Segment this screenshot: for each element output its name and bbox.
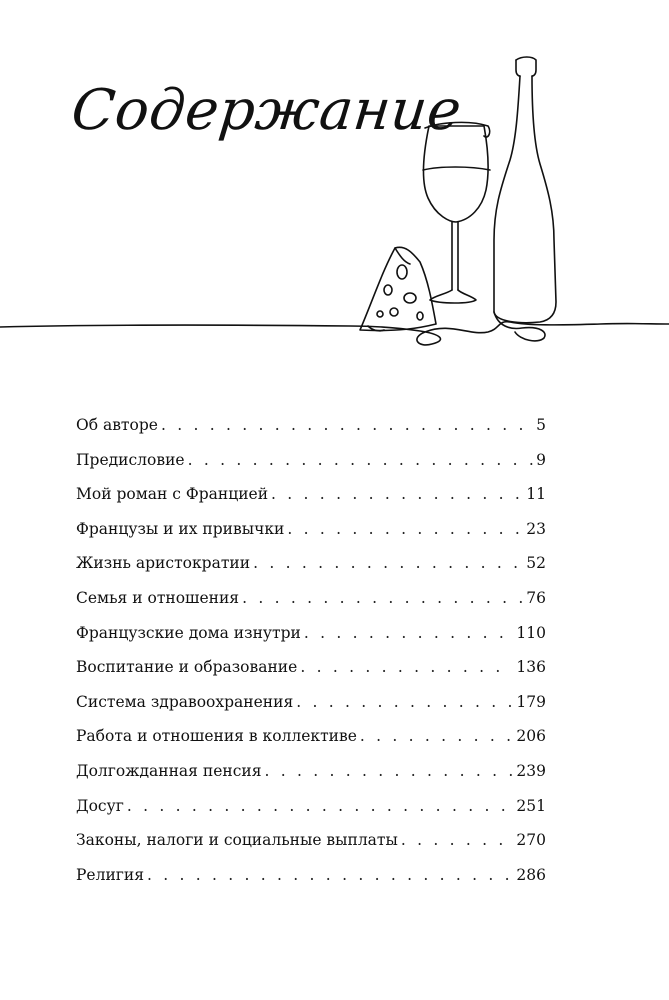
toc-entry-title: Система здравоохранения bbox=[76, 692, 294, 711]
toc-entry-page-number: 23 bbox=[526, 519, 546, 538]
toc-dot-leader bbox=[300, 650, 513, 685]
baseline-line bbox=[0, 322, 669, 345]
toc-entry[interactable] bbox=[76, 616, 546, 651]
toc-dot-leader bbox=[360, 719, 514, 754]
toc-entry-title: Воспитание и образование bbox=[76, 658, 298, 677]
toc-dot-leader bbox=[265, 754, 514, 789]
toc-entry-page-number: 179 bbox=[516, 692, 546, 711]
wine-cheese-illustration bbox=[0, 40, 669, 360]
toc-entry[interactable] bbox=[76, 546, 546, 581]
toc-entry-title: Об авторе bbox=[76, 416, 158, 434]
toc-entry-title: Мой роман с Францией bbox=[76, 485, 269, 504]
toc-dot-leader bbox=[304, 616, 514, 651]
toc-entry-page-number: 286 bbox=[516, 865, 546, 884]
toc-entry[interactable] bbox=[76, 581, 546, 616]
toc-entry-page-number: 136 bbox=[516, 658, 546, 677]
table-of-contents bbox=[76, 408, 546, 892]
toc-entry[interactable] bbox=[76, 858, 546, 893]
toc-entry[interactable] bbox=[76, 754, 546, 789]
toc-dot-leader bbox=[188, 443, 534, 478]
toc-entry-page-number: 76 bbox=[526, 588, 546, 607]
toc-entry-title: Законы, налоги и социальные выплаты bbox=[76, 831, 398, 850]
toc-entry-page-number: 11 bbox=[526, 485, 546, 504]
toc-entry-title: Досуг bbox=[76, 796, 124, 815]
toc-entry-page-number: 5 bbox=[536, 416, 546, 434]
toc-dot-leader bbox=[253, 546, 523, 581]
toc-dot-leader bbox=[242, 581, 523, 616]
toc-dot-leader bbox=[161, 408, 533, 443]
toc-entry-title: Долгожданная пенсия bbox=[76, 761, 262, 780]
toc-entry-title: Жизнь аристократии bbox=[76, 554, 251, 573]
toc-entry[interactable] bbox=[76, 823, 546, 858]
toc-entry-page-number: 9 bbox=[536, 450, 546, 469]
toc-entry-page-number: 206 bbox=[516, 727, 546, 746]
toc-dot-leader bbox=[127, 789, 514, 824]
toc-dot-leader bbox=[147, 858, 513, 893]
wine-bottle-icon bbox=[494, 57, 556, 341]
toc-entry-title: Предисловие bbox=[76, 450, 185, 469]
toc-entry-page-number: 251 bbox=[516, 796, 546, 815]
toc-dot-leader bbox=[401, 823, 514, 858]
toc-dot-leader bbox=[296, 685, 513, 720]
toc-entry-title: Семья и отношения bbox=[76, 588, 240, 607]
toc-entry[interactable] bbox=[76, 408, 546, 443]
toc-entry-page-number: 110 bbox=[516, 623, 546, 642]
toc-entry[interactable] bbox=[76, 685, 546, 720]
wine-glass-icon bbox=[423, 122, 490, 303]
toc-entry-title: Религия bbox=[76, 865, 145, 884]
toc-entry[interactable] bbox=[76, 719, 546, 754]
toc-entry[interactable] bbox=[76, 512, 546, 547]
toc-entry-page-number: 52 bbox=[526, 554, 546, 573]
toc-entry-title: Французы и их привычки bbox=[76, 519, 285, 538]
toc-entry[interactable] bbox=[76, 650, 546, 685]
toc-dot-leader bbox=[287, 512, 523, 547]
toc-dot-leader bbox=[271, 477, 523, 512]
page-title: Содержание bbox=[68, 78, 465, 143]
toc-entry-title: Французские дома изнутри bbox=[76, 623, 301, 642]
toc-entry-page-number: 270 bbox=[516, 831, 546, 850]
toc-entry-page-number: 239 bbox=[516, 761, 546, 780]
toc-entry-title: Работа и отношения в коллективе bbox=[76, 727, 357, 746]
toc-entry[interactable] bbox=[76, 789, 546, 824]
toc-entry[interactable] bbox=[76, 443, 546, 478]
cheese-icon bbox=[360, 247, 436, 330]
toc-entry[interactable] bbox=[76, 477, 546, 512]
